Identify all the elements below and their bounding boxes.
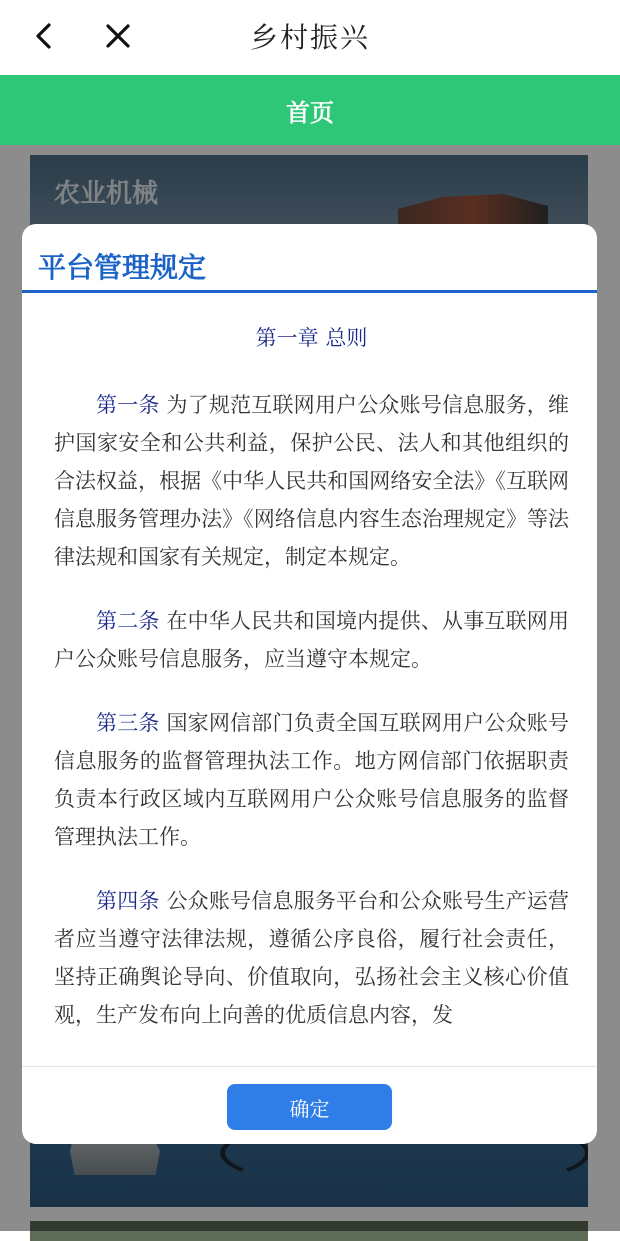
rules-dialog xyxy=(22,224,597,1144)
close-icon[interactable] xyxy=(96,14,140,58)
confirm-button[interactable]: 确定 xyxy=(227,1084,392,1130)
article-head: 第三条 xyxy=(96,711,160,735)
article-3 xyxy=(54,704,569,856)
chapter-heading: 第一章 总则 xyxy=(255,326,368,350)
page-title: 乡村振兴 xyxy=(249,21,370,54)
article-head: 第四条 xyxy=(96,889,160,913)
article-2 xyxy=(54,602,569,678)
home-title: 首页 xyxy=(286,98,334,127)
footer-divider xyxy=(22,1066,597,1067)
banner-label: 农业机械 xyxy=(54,179,159,209)
article-1 xyxy=(54,386,569,576)
dialog-title: 平台管理规定 xyxy=(38,251,207,284)
article-4 xyxy=(54,882,569,1034)
article-text: 国家网信部门负责全国互联网用户公众账号信息服务的监督管理执法工作。地方网信部门依据职责负责本行政区域内互联网用户公众账号信息服务的监督管理执法工作。 xyxy=(54,711,569,849)
article-text: 在中华人民共和国境内提供、从事互联网用户公众账号信息服务，应当遵守本规定。 xyxy=(54,609,569,671)
top-nav-bar xyxy=(0,0,620,72)
article-text: 公众账号信息服务平台和公众账号生产运营者应当遵守法律法规，遵循公序良俗，履行社会责任，坚持正确舆论导向、价值取向，弘扬社会主义核心价值观，生产发布向上向善的优质信息内容，发 xyxy=(54,889,569,1027)
article-head: 第二条 xyxy=(96,609,160,633)
article-head: 第一条 xyxy=(96,393,160,417)
rules-content[interactable] xyxy=(54,316,569,1066)
article-text: 为了规范互联网用户公众账号信息服务，维护国家安全和公共利益，保护公民、法人和其他组织的合法权益，根据《中华人民共和国网络安全法》《互联网信息服务管理办法》《网络信息内容生态治理规定》等法律法规和国家有关规定，制定本规定。 xyxy=(54,393,569,569)
title-divider xyxy=(22,290,597,293)
chevron-left-icon[interactable] xyxy=(22,14,66,58)
home-header xyxy=(0,75,620,145)
